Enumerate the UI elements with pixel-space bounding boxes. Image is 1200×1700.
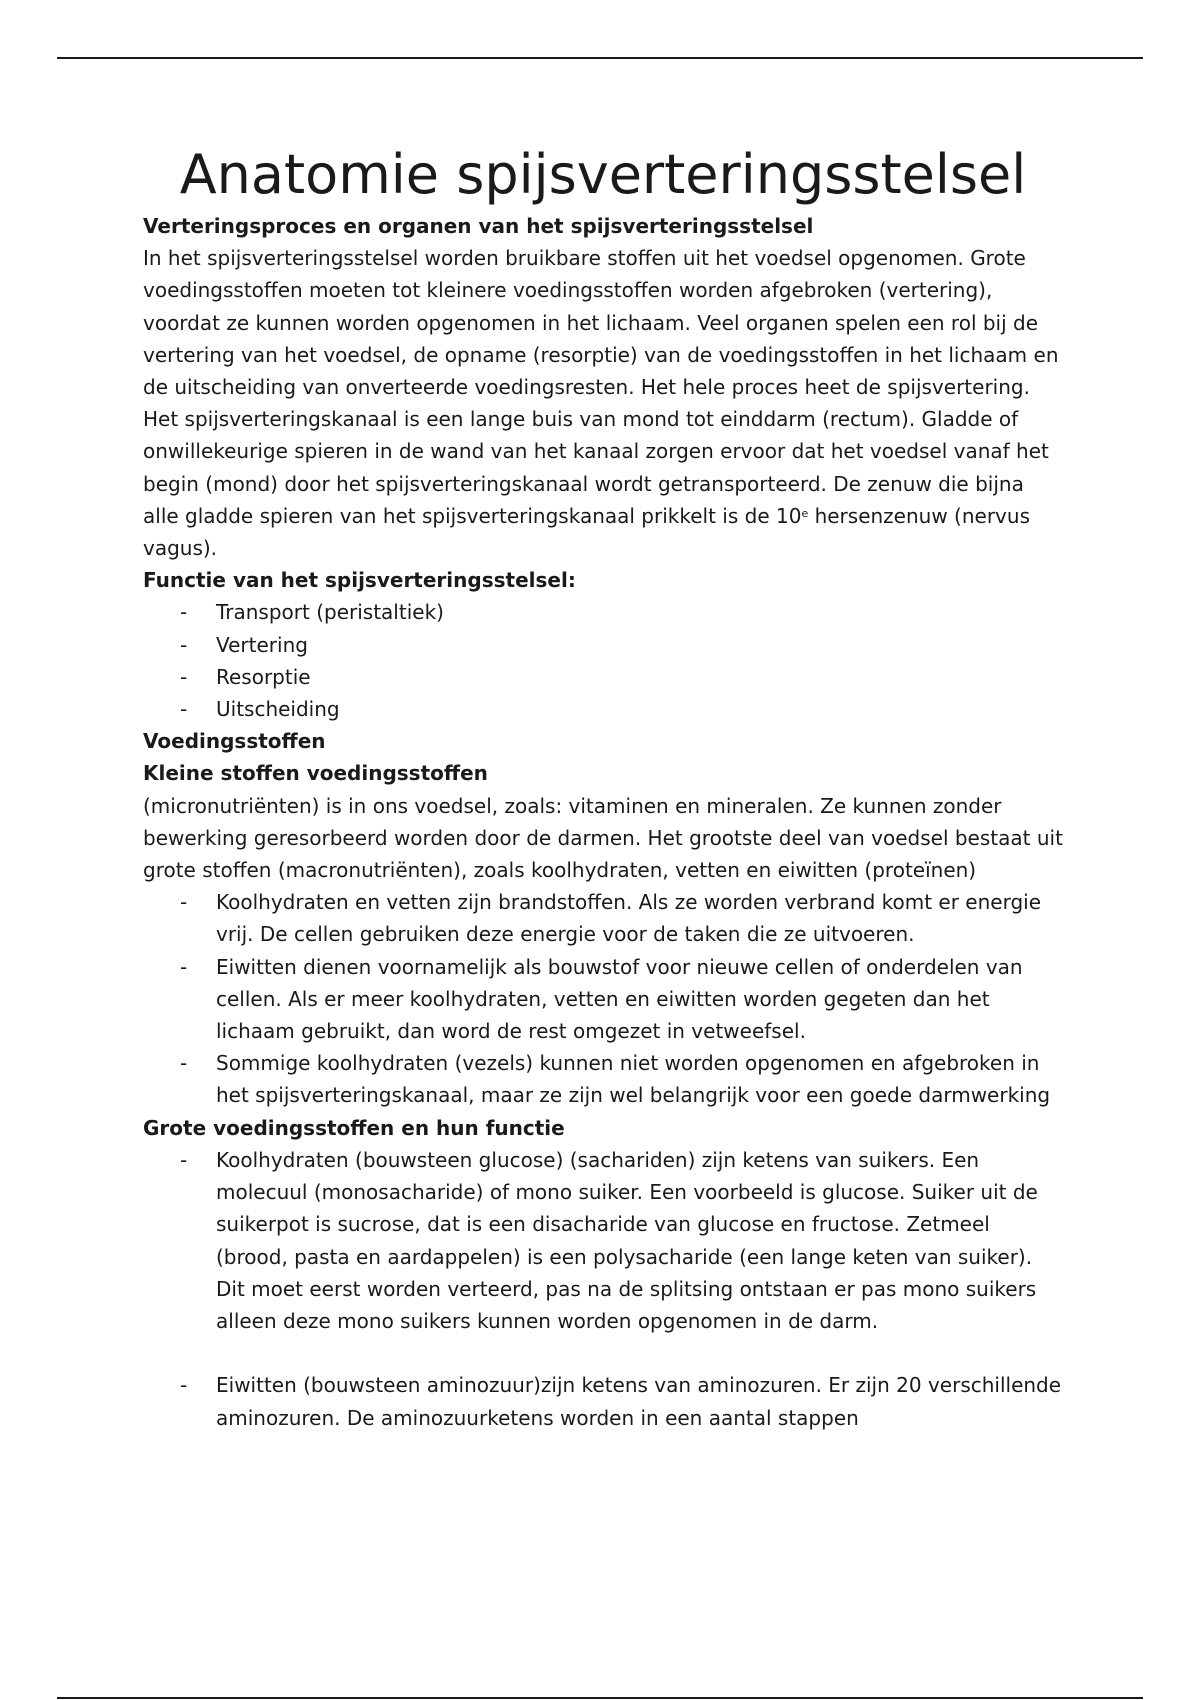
list-item: - Eiwitten dienen voornamelijk als bouwstof voor nieuwe cellen of onderdelen van cellen. Als er meer koolhydraten, vetten en eiwitten worden gegeten dan het lichaam gebruikt, dan word de rest omgezet in vetweefsel. <box>143 951 1063 1048</box>
paragraph-text: Het spijsverteringskanaal is een lange buis van mond tot einddarm (rectum). Gladde of onwillekeurige spieren in de wand van het kanaal zorgen ervoor dat het voedsel vanaf het begin (mond) door het spijsverteringskanaal wordt getransporteerd. De zenuw die bijna alle gladde spieren van het spijsverteringskanaal prikkelt is de 10 <box>143 407 1049 528</box>
list-item: - Eiwitten (bouwsteen aminozuur)zijn ketens van aminozuren. Er zijn 20 verschillende aminozuren. De aminozuurketens worden in een aantal stappen <box>143 1369 1063 1433</box>
macronutrient-list <box>143 1144 1063 1337</box>
document-body <box>143 210 1063 1434</box>
paragraph <box>143 403 1063 564</box>
list-item: - Transport (peristaltiek) <box>143 596 1063 628</box>
superscript: e <box>801 506 809 520</box>
list-item: - Vertering <box>143 629 1063 661</box>
section-heading: Voedingsstoffen <box>143 729 326 754</box>
list-item: - Resorptie <box>143 661 1063 693</box>
macronutrient-list-continued <box>143 1369 1063 1433</box>
header-rule <box>57 57 1143 59</box>
nutrient-list <box>143 886 1063 1111</box>
paragraph-text: hersenzenuw (nervus vagus). <box>143 503 1030 561</box>
list-item: - Sommige koolhydraten (vezels) kunnen niet worden opgenomen en afgebroken in het spijsverteringskanaal, maar ze zijn wel belangrijk voor een goede darmwerking <box>143 1047 1063 1111</box>
paragraph: (micronutriënten) is in ons voedsel, zoals: vitaminen en mineralen. Ze kunnen zonder bewerking geresorbeerd worden door de darmen. Het grootste deel van voedsel bestaat uit grote stoffen (macronutriënten), zoals koolhydraten, vetten en eiwitten (proteïnen) <box>143 793 1063 883</box>
section-heading: Verteringsproces en organen van het spijsverteringsstelsel <box>143 214 814 238</box>
paragraph: In het spijsverteringsstelsel worden bruikbare stoffen uit het voedsel opgenomen. Grote voedingsstoffen moeten tot kleinere voedingsstoffen worden afgebroken (vertering), voordat ze kunnen worden opgenomen in het lichaam. Veel organen spelen een rol bij de vertering van het voedsel, de opname (resorptie) van de voedingsstoffen in het lichaam en de uitscheiding van onverteerde voedingsresten. Het hele proces heet de spijsvertering. <box>143 246 1059 400</box>
list-item: - Uitscheiding <box>143 693 1063 725</box>
section-heading: Grote voedingsstoffen en hun functie <box>143 1115 565 1140</box>
section-heading: Functie van het spijsverteringsstelsel: <box>143 568 576 593</box>
list-item: - Koolhydraten (bouwsteen glucose) (sachariden) zijn ketens van suikers. Een molecuul (monosacharide) of mono suiker. Een voorbeeld is glucose. Suiker uit de suikerpot is sucrose, dat is een disacharide van glucose en fructose. Zetmeel (brood, pasta en aardappelen) is een polysacharide (een lange keten van suiker). Dit moet eerst worden verteerd, pas na de splitsing ontstaan er pas mono suikers alleen deze mono suikers kunnen worden opgenomen in de darm. <box>143 1144 1063 1337</box>
document-content <box>143 140 1063 1434</box>
subsection-heading: Kleine stoffen voedingsstoffen <box>143 761 488 786</box>
blank-line <box>143 1337 1063 1369</box>
list-item: - Koolhydraten en vetten zijn brandstoffen. Als ze worden verbrand komt er energie vrij. De cellen gebruiken deze energie voor de taken die ze uitvoeren. <box>143 886 1063 950</box>
footer-rule <box>57 1697 1143 1699</box>
document-title: Anatomie spijsverteringsstelsel <box>179 143 1027 206</box>
function-list <box>143 596 1063 725</box>
